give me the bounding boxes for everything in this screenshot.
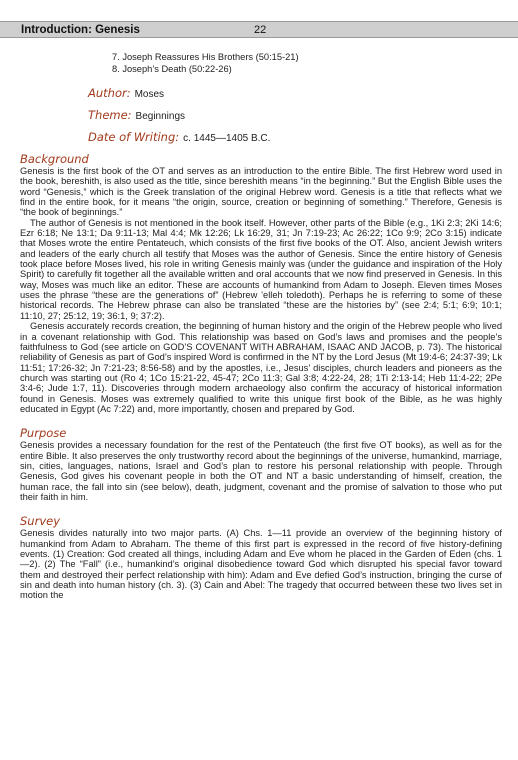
running-title: Introduction: Genesis [21, 24, 140, 36]
background-paragraph: The author of Genesis is not mentioned in the book itself. However, other parts of the Bible (e.g., 1Ki 2:3; 2Ki 14:6; Ezr 6:18; Ne 13:1; Da 9:11-13; Mal 4:4; Mk 12:26; Lk 16:29, 31; Jn 7:19-23; Ac 26:22; 1Co 9:9; 2Co 3:15) indicate that Moses wrote the entire Pentateuch, which consists of the first five books of the OT. Also, ancient Jewish writers and leaders of the early church all testify that Moses was the author of Genesis. Since the entire history of Genesis took place before Moses lived, his role in writing Genesis mainly was (under the guidance and inspiration of the Holy Spirit) to carefully fit together all the available written and oral accounts that we now find preserved in Genesis. In this way, Moses was much like an editor. These are accounts of humankind from Adam to Joseph. Eleven times Moses uses the phrase “these are the generations of” (Hebrew ’elleh toledoth). Perhaps he is referring to some of these historical records. The Hebrew phrase can also be translated “these are the histories by” (see 2:4; 5:1; 6:9; 10:1; 11:10, 27; 25:12, 19; 36:1, 9; 37:2). [20, 217, 502, 321]
author-row [88, 82, 502, 104]
background-paragraph: Genesis accurately records creation, the beginning of human history and the origin of the Hebrew people who lived in a covenant relationship with God. This relationship was based on God’s laws and promises and the people’s faithfulness to God (see article on GOD’S COVENANT WITH ABRAHAM, ISAAC AND JACOB, p. 73). The historical reliability of Genesis as part of God’s inspired Word is confirmed in the NT by the Lord Jesus (Mt 19:4-6; 24:37-39; Lk 11:51; 17:26-32; Jn 7:21-23; 8:56-58) and by the apostles, i.e., Jesus’ disciples, church leaders and pioneers as the church was starting out (Ro 4; 1Co 15:21-22, 45-47; 2Co 11:3; Gal 3:8; 4:22-24, 28; 1Ti 2:13-14; Heb 11:4-22; 2Pe 3:4-6; Jude 1:7, 11). Discoveries through modern archaeology also confirm the accuracy of historical information found in Genesis. Moses was extremely qualified to write this unique first book of the Bible, as he was highly educated in Egypt (Ac 7:22) and, more importantly, chosen and prepared by God. [20, 321, 502, 414]
date-row [88, 126, 502, 148]
theme-label: Theme: [88, 108, 132, 122]
background-section [20, 152, 502, 414]
survey-section [20, 514, 502, 600]
purpose-section [20, 426, 502, 502]
purpose-paragraph: Genesis provides a necessary foundation for the rest of the Pentateuch (the first five OT books), as well as for the entire Bible. It also preserves the only trustworthy record about the beginnings of the universe, humankind, marriage, sin, cities, languages, nations, Israel and God’s plan to restore his personal relationship with people. Through Genesis, God gives his covenant people in both the OT and NT a basic understanding of himself, creation, the human race, the fall into sin (see below), death, judgment, covenant and the promise of salvation to those who put their faith in him. [20, 440, 502, 502]
author-label: Author: [88, 86, 131, 100]
survey-paragraph: Genesis divides naturally into two major parts. (A) Chs. 1—11 provide an overview of the beginning history of humankind from Adam to Abraham. The theme of this first part is expressed in the record of five history-defining events. (1) Creation: God created all things, including Adam and Eve whom he placed in the Garden of Eden (chs. 1—2). (2) The “Fall” (i.e., humankind’s original disobedience toward God which disrupted his special favor toward them and destroyed their perfect relationship with him): Adam and Eve defied God’s instruction, bringing the curse of sin and death into human history (ch. 3). (3) Cain and Abel: The tragedy that occurred between these two lives set in motion the [20, 528, 502, 601]
outline-list [112, 51, 502, 75]
purpose-heading: Purpose [20, 426, 67, 441]
page-content [20, 43, 502, 601]
author-value: Moses [134, 89, 165, 100]
background-heading: Background [20, 152, 89, 166]
page-number: 22 [254, 24, 267, 36]
outline-item: 8. Joseph’s Death (50:22-26) [112, 64, 232, 74]
theme-value: Beginnings [135, 111, 186, 122]
date-value: c. 1445—1405 B.C. [183, 133, 271, 144]
theme-row [88, 104, 502, 126]
date-label: Date of Writing: [88, 130, 180, 144]
background-paragraph: Genesis is the first book of the OT and serves as an introduction to the entire Bible. The first Hebrew word used in the book, bereshith, is also used as the title, since bereshith means “in the beginning.” But the English Bible uses the word “Genesis,” which is the Greek translation of the original Hebrew word. Genesis is a title that reflects what we find in the entire book, for it means “the origin, source, creation or beginning of something.” Therefore, Genesis is “the book of beginnings.” [20, 166, 502, 218]
outline-item: 7. Joseph Reassures His Brothers (50:15-21) [112, 52, 299, 62]
book-metadata [88, 82, 502, 148]
survey-heading: Survey [20, 514, 61, 529]
